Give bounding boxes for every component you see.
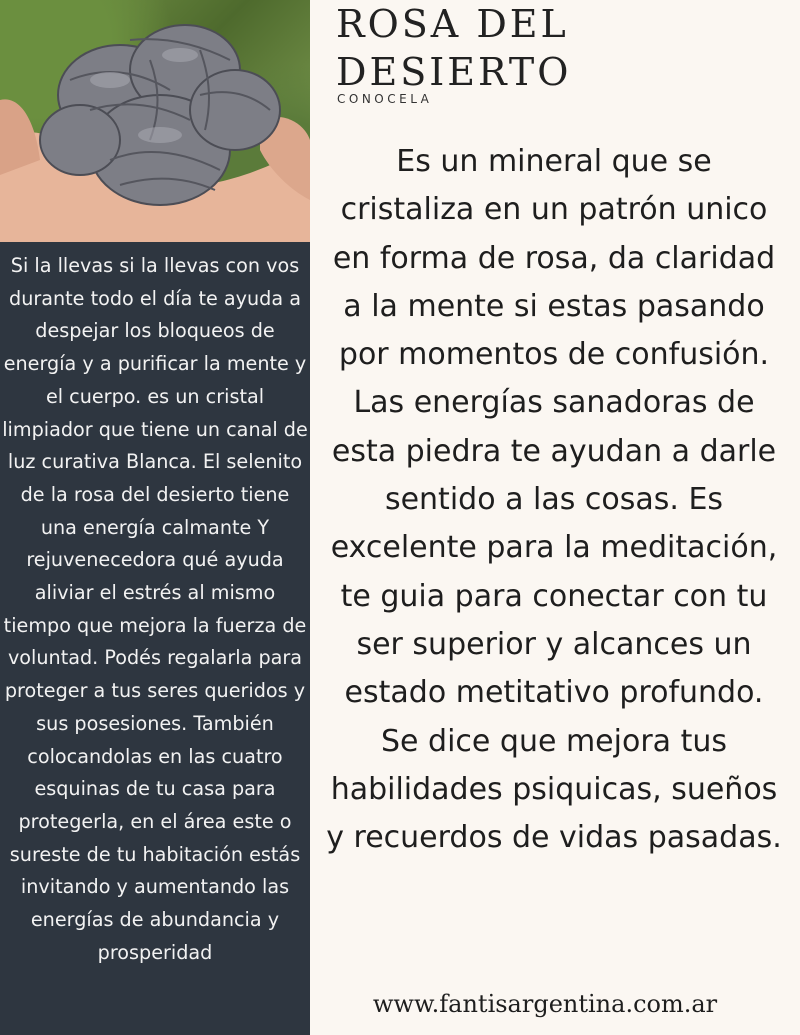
subtitle: CONOCELA bbox=[337, 92, 433, 106]
hand-with-mineral-image bbox=[0, 0, 310, 242]
main-description: Es un mineral que se cristaliza en un patrón unico en forma de rosa, da claridad a la mente si estas pasando por momentos de confusión. Las energías sanadoras de esta piedra te ayudan a darle sentido a las cosas. Es excelente para la meditación, te guia para conectar con tu ser superior y alcances un estado metitativo profundo. Se dice que mejora tus habilidades psiquicas, sueños y recuerdos de vidas pasadas. bbox=[326, 144, 782, 856]
page-title bbox=[336, 0, 571, 96]
left-column bbox=[0, 0, 310, 1035]
title-line-2: DESIERTO bbox=[336, 50, 572, 94]
title-line-1: ROSA DEL bbox=[336, 2, 569, 46]
right-column bbox=[310, 0, 800, 1035]
sidebar-description: Si la llevas si la llevas con vos durante todo el día te ayuda a despejar los bloqueos de energía y a purificar la mente y el cuerpo. es un cristal limpiador que tiene un canal de luz curativa Blanca. El selenito de la rosa del desierto tiene una energía calmante Y rejuvenecedora qué ayuda aliviar el estrés al mismo tiempo que mejora la fuerza de voluntad. Podés regalarla para proteger a tus seres queridos y sus posesiones. También colocandolas en las cuatro esquinas de tu casa para protegerla, en el área este o sureste de tu habitación estás invitando y aumentando las energías de abundancia y prosperidad bbox=[2, 254, 308, 964]
website-link[interactable]: www.fantisargentina.com.ar bbox=[372, 990, 718, 1018]
desert-rose-photo bbox=[0, 0, 310, 242]
